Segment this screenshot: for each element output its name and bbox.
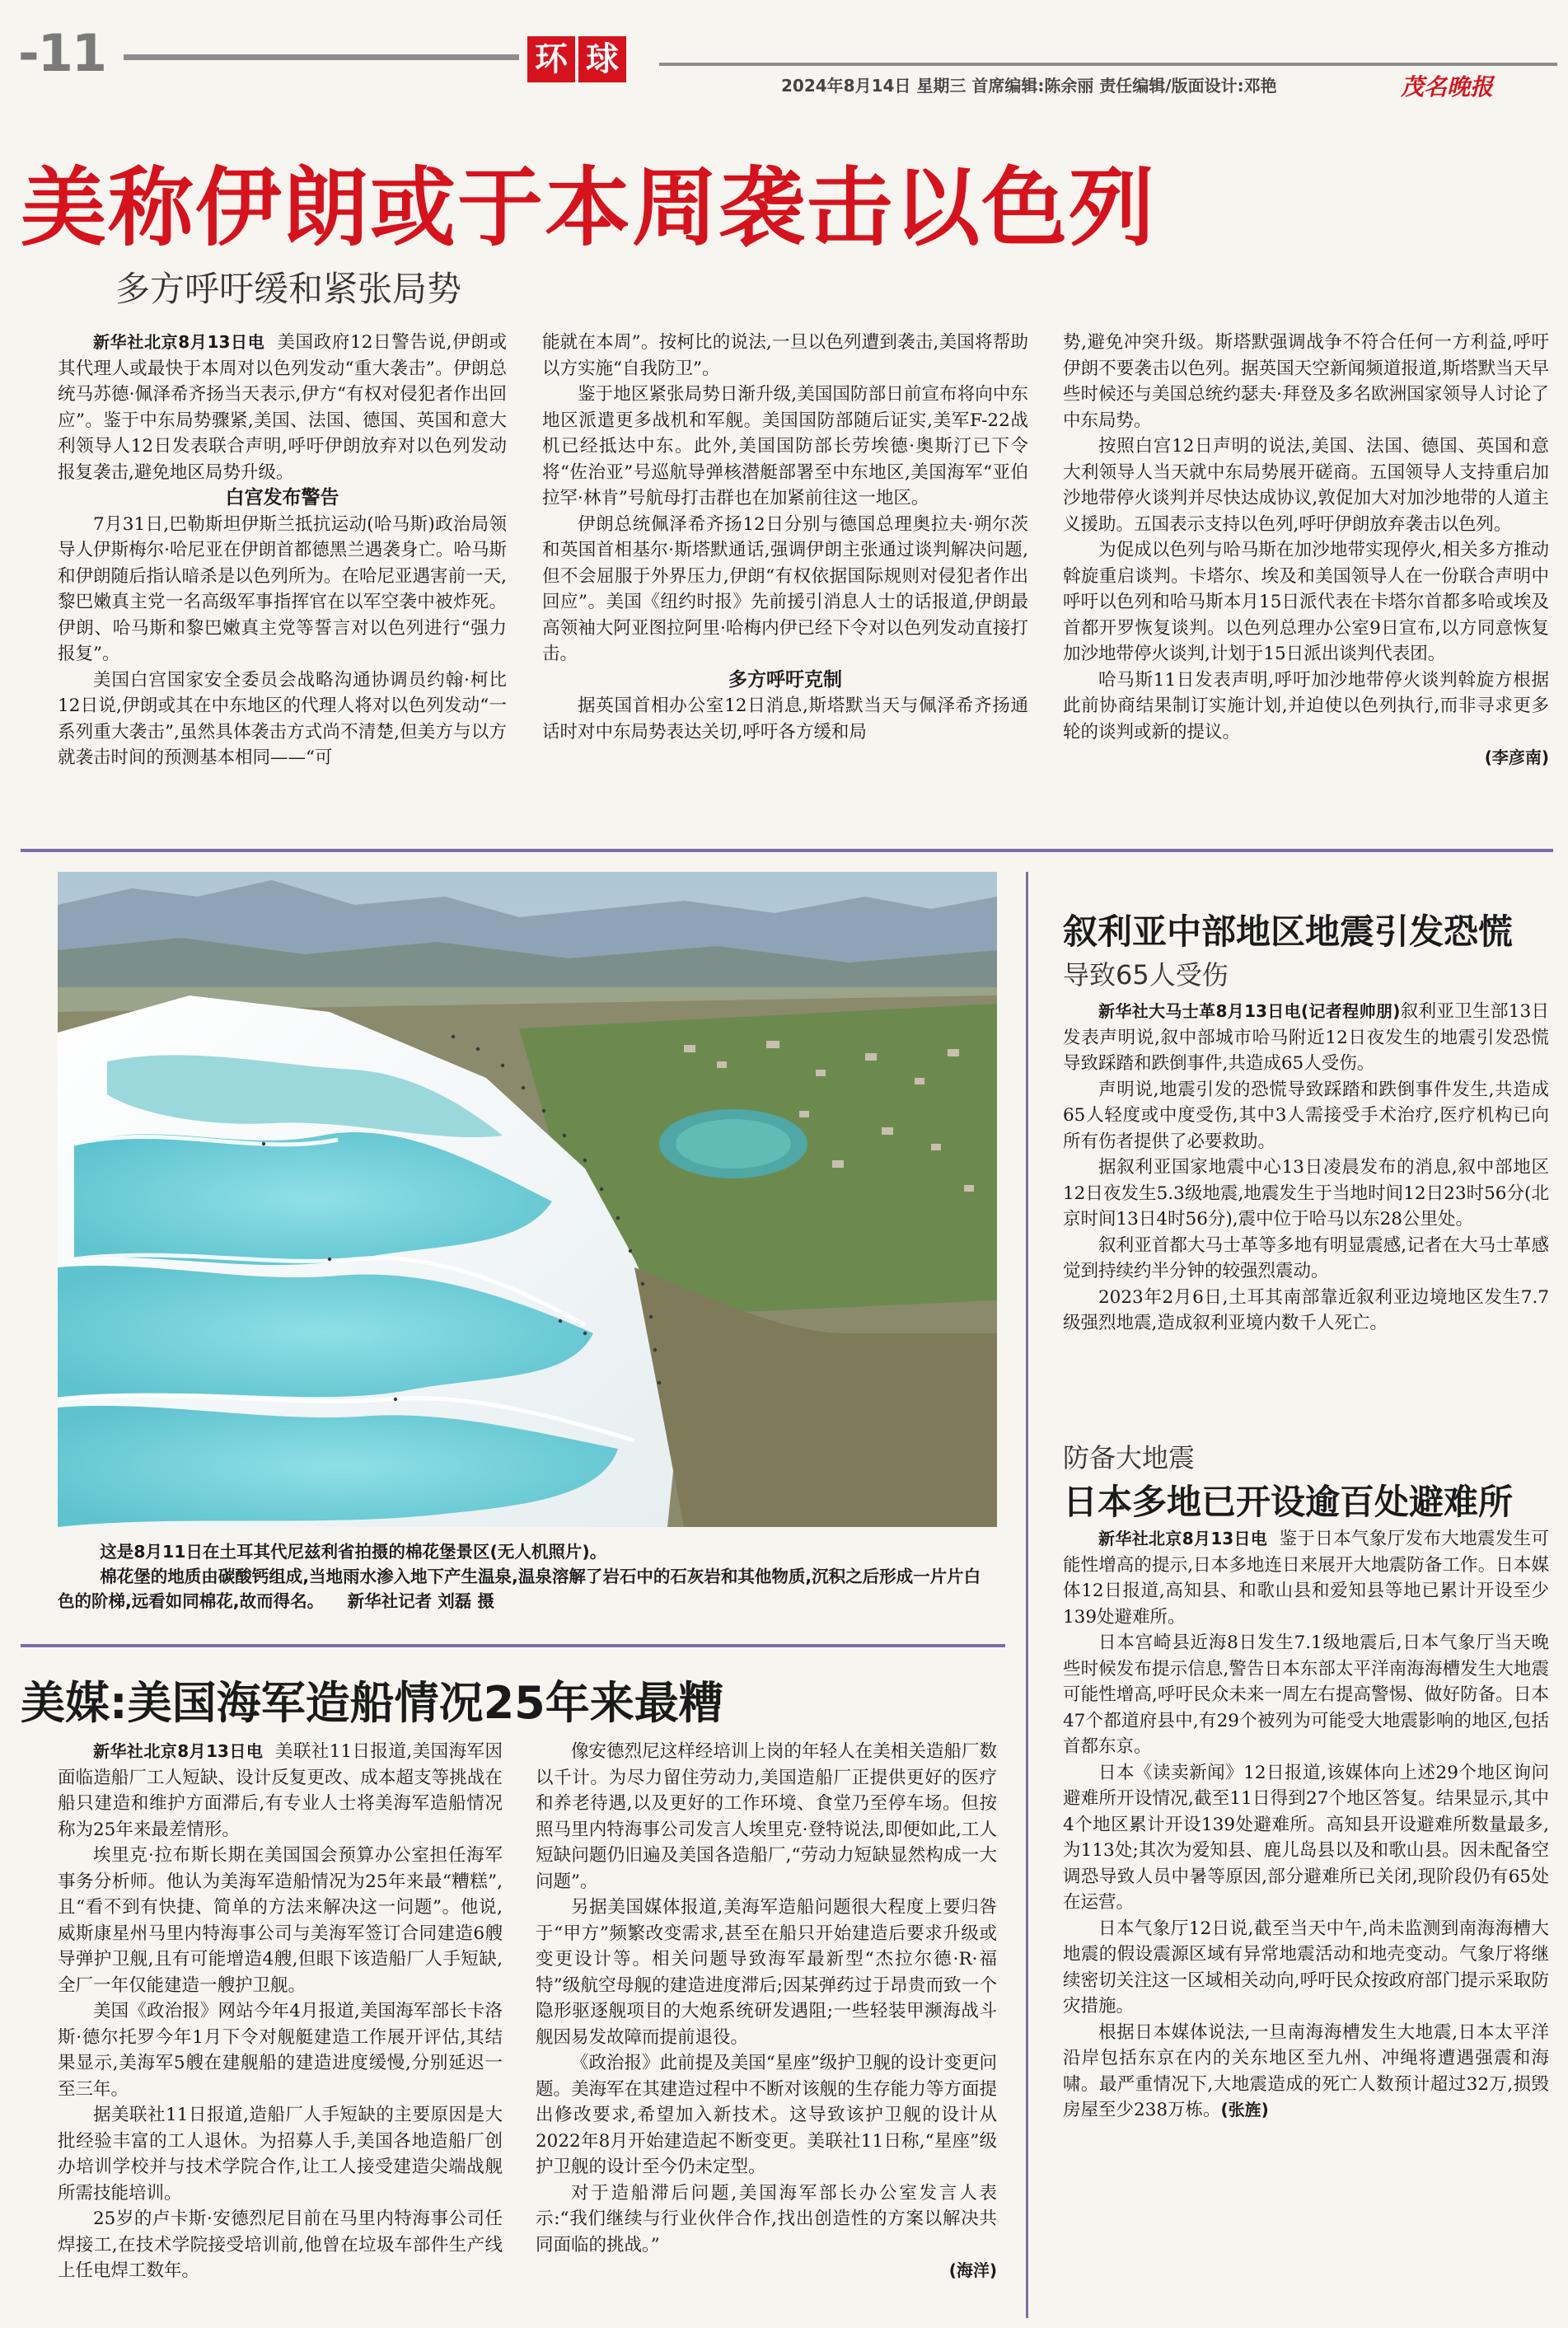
article3-lead: 新华社大马士革8月13日电(记者程帅朋)	[1098, 1001, 1401, 1021]
divider-article1	[21, 849, 1553, 852]
article1-col2	[542, 330, 1028, 745]
article1-title: 美称伊朗或于本周袭击以色列	[21, 157, 1157, 258]
article2-col2	[536, 1739, 997, 2284]
pamukkale-photo-image	[58, 872, 997, 1527]
section-badge	[527, 36, 651, 82]
article1-subtitle: 多方呼吁缓和紧张局势	[115, 269, 462, 309]
article4-lead: 新华社北京8月13日电	[1098, 1529, 1268, 1548]
article1-col2-p4: 据英国首相办公室12日消息,斯塔默当天与佩泽希齐扬通话时对中东局势表达关切,呼吁各方缓和局	[542, 696, 1028, 742]
article2-lead: 新华社北京8月13日电	[93, 1741, 264, 1761]
article1-byline: (李彦南)	[1484, 747, 1549, 767]
article1-col3	[1063, 330, 1549, 771]
article4-p3: 日本《读卖新闻》12日报道,该媒体向上述29个地区询问避难所开设情况,截至11日得到27个地区答复。结果显示,其中4个地区累计开设139处避难所。高知县开设避难所数量最多,为113处;其次为爱知县、鹿儿岛县以及和歌山县。因未配备空调恐导致人员中暑等原因,部分避难所已关闭,现阶段仍有65处在运营。	[1063, 1762, 1549, 1913]
article1-col1-p1: 美国政府12日警告说,伊朗或其代理人或最快于本周对以色列发动“重大袭击”。伊朗总统马苏德·佩泽希齐扬当天表示,伊方“有权对侵犯者作出回应”。鉴于中东局势骤紧,美国、法国、德国、英国和意大利领导人12日发表联合声明,呼吁伊朗放弃对以色列发动报复袭击,避免地区局势升级。	[58, 332, 508, 483]
photo-caption-text: 棉花堡的地质由碳酸钙组成,当地雨水渗入地下产生温泉,温泉溶解了岩石中的石灰岩和其他物质,沉积之后形成一片片白色的阶梯,远看如同棉花,故而得名。	[58, 1567, 981, 1611]
article4-p5: 根据日本媒体说法,一旦南海海槽发生大地震,日本太平洋沿岸包括东京在内的关东地区至九州、冲绳将遭遇强震和海啸。最严重情况下,大地震造成的死亡人数预计超过32万,损毁房屋至少238万栋。	[1063, 2021, 1549, 2120]
article4-title: 日本多地已开设逾百处避难所	[1063, 1482, 1514, 1522]
photo-credit: 新华社记者 刘磊 摄	[347, 1591, 494, 1611]
article2-col1-p2: 埃里克·拉布斯长期在美国国会预算办公室担任海军事务分析师。他认为美海军造船情况为25年来最“糟糕”,且“看不到有快捷、简单的方法来解决这一问题”。他说,威斯康星州马里内特海事公司与美海军签订合同建造6艘导弹护卫舰,且有可能增造4艘,但眼下该造船厂人手短缺,全厂一年仅能建造一艘护卫舰。	[58, 1845, 503, 1996]
article1-col1-p3: 美国白宫国家安全委员会战略沟通协调员约翰·柯比12日说,伊朗或其在中东地区的代理人将对以色列发动“一系列重大袭击”,虽然具体袭击方式尚不清楚,但美方与以方就袭击时间的预测基本相同——“可	[58, 669, 507, 768]
article3-body	[1063, 999, 1549, 1337]
article1-col2-p2: 鉴于地区紧张局势日渐升级,美国国防部日前宣布将向中东地区派遣更多战机和军舰。美国国防部随后证实,美军F-22战机已经抵达中东。此外,美国国防部长劳埃德·奥斯汀已下令将“佐治亚”号巡航导弹核潜艇部署至中东地区,美国海军“亚伯拉罕·林肯”号航母打击群也在加紧前往这一地区。	[542, 384, 1028, 508]
photo-caption-line1: 这是8月11日在土耳其代尼兹利省拍摄的棉花堡景区(无人机照片)。	[100, 1542, 607, 1562]
article1-col1-p2: 7月31日,巴勒斯坦伊斯兰抵抗运动(哈马斯)政治局领导人伊斯梅尔·哈尼亚在伊朗首都德黑兰遇袭身亡。哈马斯和伊朗随后指认暗杀是以色列所为。在哈尼亚遇害前一天,黎巴嫩真主党一名高级军事指挥官在以军空袭中被炸死。伊朗、哈马斯和黎巴嫩真主党等誓言对以色列进行“强力报复”。	[58, 513, 507, 664]
article4-body	[1063, 1526, 1549, 2124]
section-char-2: 球	[578, 36, 626, 82]
article1-subhead-1: 白宫发布警告	[225, 487, 339, 508]
article1-col3-p3: 为促成以色列与哈马斯在加沙地带实现停火,相关多方推动斡旋重启谈判。卡塔尔、埃及和美国领导人在一份联合声明中呼吁以色列和哈马斯本月15日派代表在卡塔尔首都多哈或埃及首都开罗恢复谈判。以色列总理办公室9日宣布,以方同意恢复加沙地带停火谈判,计划于15日派出谈判代表团。	[1063, 540, 1549, 664]
article1-subhead-2: 多方呼吁克制	[728, 668, 842, 691]
article1-col3-p4: 哈马斯11日发表声明,呼吁加沙地带停火谈判斡旋方根据此前协商结果制订实施计划,并迫使以色列执行,而非寻求更多轮的谈判或新的提议。	[1063, 669, 1549, 742]
article1-col2-p3: 伊朗总统佩泽希齐扬12日分别与德国总理奥拉夫·朔尔茨和英国首相基尔·斯塔默通话,强调伊朗主张通过谈判解决问题,但不会屈服于外界压力,伊朗“有权依据国际规则对侵犯者作出回应”。美国《纽约时报》先前援引消息人士的话报道,伊朗最高领袖大阿亚图拉阿里·哈梅内伊已经下令对以色列发动直接打击。	[542, 513, 1028, 664]
article2-col2-p3: 《政治报》此前提及美国“星座”级护卫舰的设计变更问题。美海军在其建造过程中不断对该舰的生存能力等方面提出修改要求,希望加入新技术。这导致该护卫舰的设计从2022年8月开始建造起不断变更。美联社11日称,“星座”级护卫舰的设计至今仍未定型。	[536, 2053, 997, 2177]
article4-p1: 鉴于日本气象厅发布大地震发生可能性增高的提示,日本多地连日来展开大地震防备工作。日本媒体12日报道,高知县、和歌山县和爱知县等地已累计开设至少139处避难所。	[1063, 1529, 1549, 1628]
article2-col2-p2: 另据美国媒体报道,美海军造船问题很大程度上要归咎于“甲方”频繁改变需求,甚至在船只开始建造后要求升级或变更设计等。相关问题导致海军最新型“杰拉尔德·R·福特”级航空母舰的建造进度滞后;因某弹药过于昂贵而致一个隐形驱逐舰项目的大炮系统研发遇阻;一些轻装甲濒海战斗舰因易发故障而提前退役。	[536, 1897, 997, 2048]
article2-byline: (海洋)	[948, 2260, 997, 2280]
newspaper-logo: 茂名晚报	[1401, 73, 1494, 101]
article4-kicker: 防备大地震	[1063, 1442, 1196, 1473]
article3-p2: 声明说,地震引发的恐慌导致踩踏和跌倒事件发生,共造成65人轻度或中度受伤,其中3人需接受手术治疗,医疗机构已向所有伤者提供了必要救助。	[1063, 1079, 1549, 1152]
article2-col1	[58, 1739, 503, 2284]
article1-col3-p1: 势,避免冲突升级。斯塔默强调战争不符合任何一方利益,呼吁伊朗不要袭击以色列。据英国天空新闻频道报道,斯塔默当天早些时候还与美国总统约瑟夫·拜登及多名欧洲国家领导人讨论了中东局势。	[1063, 332, 1549, 431]
article3-p3: 据叙利亚国家地震中心13日凌晨发布的消息,叙中部地区12日夜发生5.3级地震,地震发生于当地时间12日23时56分(北京时间13日4时56分),震中位于哈马以东28公里处。	[1063, 1157, 1549, 1230]
article2-title: 美媒:美国海军造船情况25年来最糟	[21, 1677, 723, 1729]
article2-col2-p4: 对于造船滞后问题,美国海军部长办公室发言人表示:“我们继续与行业伙伴合作,找出创造性的方案以解决共同面临的挑战。”	[536, 2182, 997, 2255]
article1-col3-p2: 按照白宫12日声明的说法,美国、法国、德国、英国和意大利领导人当天就中东局势展开磋商。五国领导人支持重启加沙地带停火谈判并尽快达成协议,敦促加大对加沙地带的人道主义援助。五国表示支持以色列,呼吁伊朗放弃袭击以色列。	[1063, 436, 1549, 535]
photo-caption	[58, 1539, 997, 1614]
divider-vertical	[1026, 872, 1028, 2318]
header-info: 2024年8月14日 星期三 首席编辑:陈余丽 责任编辑/版面设计:邓艳	[781, 76, 1277, 96]
article2-col1-p3: 美国《政治报》网站今年4月报道,美国海军部长卡洛斯·德尔托罗今年1月下令对舰艇建造工作展开评估,其结果显示,美海军5艘在建舰船的建造进度缓慢,分别延迟一至三年。	[58, 2001, 503, 2100]
article3-subtitle: 导致65人受伤	[1063, 959, 1229, 991]
header-rule-right	[659, 63, 1557, 66]
article2-col1-p5: 25岁的卢卡斯·安德烈尼目前在马里内特海事公司任焊接工,在技术学院接受培训前,他曾在垃圾车部件生产线上任电焊工数年。	[58, 2209, 503, 2281]
photo-caption-line2	[58, 1564, 997, 1614]
article3-title: 叙利亚中部地区地震引发恐慌	[1063, 911, 1514, 952]
divider-photo	[21, 1644, 1005, 1647]
article2-col1-p4: 据美联社11日报道,造船厂人手短缺的主要原因是大批经验丰富的工人退休。为招募人手,美国各地造船厂创办培训学校并与技术学院合作,让工人接受建造尖端战舰所需技能培训。	[58, 2105, 503, 2204]
article4-p4: 日本气象厅12日说,截至当天中午,尚未监测到南海海槽大地震的假设震源区域有异常地震活动和地壳变动。气象厅将继续密切关注这一区域相关动向,呼吁民众按政府部门提示采取防灾措施。	[1063, 1918, 1549, 2017]
article3-p5: 2023年2月6日,土耳其南部靠近叙利亚边境地区发生7.7级强烈地震,造成叙利亚境内数千人死亡。	[1063, 1286, 1549, 1333]
article3-p1: 叙利亚卫生部13日发表声明说,叙中部城市哈马附近12日夜发生的地震引发恐慌导致踩踏和跌倒事件,共造成65人受伤。	[1063, 1001, 1550, 1074]
header-rule-left	[124, 54, 519, 60]
article1-col1	[58, 330, 507, 771]
page-number: -11	[18, 23, 106, 83]
article2-col2-p1: 像安德烈尼这样经培训上岗的年轻人在美相关造船厂数以千计。为尽力留住劳动力,美国造船厂正提供更好的医疗和养老待遇,以及更好的工作环境、食堂乃至停车场。但按照马里内特海事公司发言人埃里克·登特说法,即便如此,工人短缺问题仍旧遍及美国各造船厂,“劳动力短缺显然构成一大问题”。	[536, 1741, 997, 1892]
article3-p4: 叙利亚首都大马士革等多地有明显震感,记者在大马士革感觉到持续约半分钟的较强烈震动。	[1063, 1234, 1549, 1281]
article2-col1-p1: 美联社11日报道,美国海军因面临造船厂工人短缺、设计反复更改、成本超支等挑战在船只建造和维护方面滞后,有专业人士将美海军造船情况称为25年来最差情形。	[58, 1741, 503, 1840]
article1-col2-p1: 能就在本周”。按柯比的说法,一旦以色列遭到袭击,美国将帮助以方实施“自我防卫”。	[542, 332, 1028, 379]
article1-lead: 新华社北京8月13日电	[93, 332, 265, 352]
pamukkale-photo	[58, 872, 997, 1527]
article4-byline: (张旌)	[1220, 2100, 1269, 2120]
article4-p2: 日本宫崎县近海8日发生7.1级地震后,日本气象厅当天晚些时候发布提示信息,警告日本东部太平洋南海海槽发生大地震可能性增高,呼吁民众未来一周左右提高警惕、做好防备。日本47个都道府县中,有29个被列为可能受大地震影响的地区,包括首都东京。	[1063, 1632, 1549, 1757]
section-char-1: 环	[527, 36, 575, 82]
